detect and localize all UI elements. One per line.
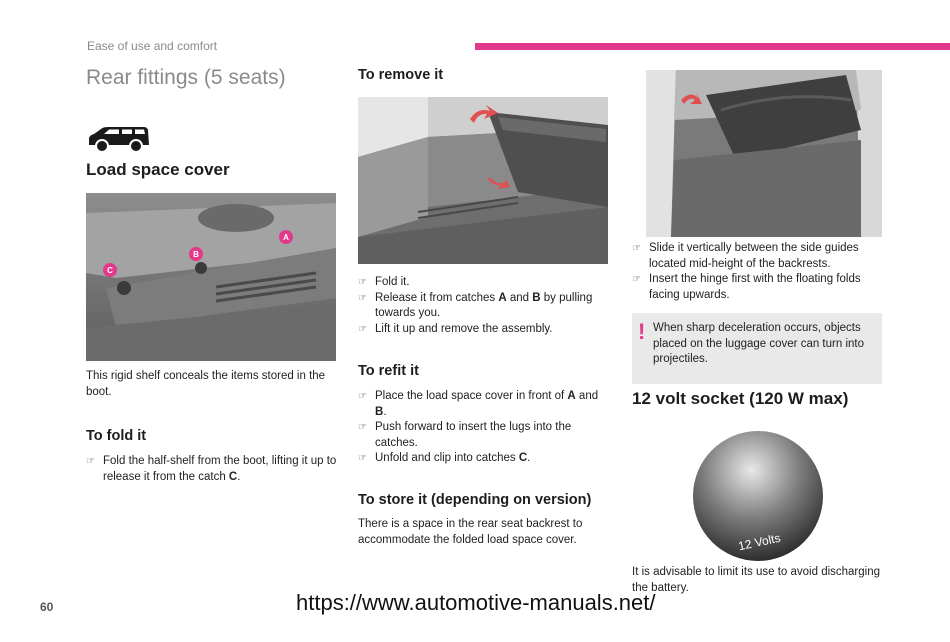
pointing-hand-icon: ☞ bbox=[358, 277, 367, 288]
list-item: ☞ Unfold and clip into catches C. bbox=[358, 451, 610, 467]
catch-b-label: B bbox=[193, 250, 199, 259]
pointing-hand-icon: ☞ bbox=[358, 323, 367, 335]
guide-steps bbox=[632, 241, 882, 303]
refit-heading: To refit it bbox=[358, 363, 419, 379]
store-cover-photo bbox=[646, 70, 882, 237]
fold-steps bbox=[86, 454, 338, 485]
list-item: ☞ Release it from catches A and B by pulling towards you. bbox=[358, 291, 593, 319]
list-item: ☞ Place the load space cover in front of A and B. bbox=[358, 390, 599, 418]
car-side-icon bbox=[86, 123, 150, 155]
socket-heading: 12 volt socket (120 W max) bbox=[632, 389, 849, 408]
list-item: ☞ Fold it. bbox=[358, 275, 610, 291]
pointing-hand-icon: ☞ bbox=[358, 422, 367, 433]
pointing-hand-icon: ☞ bbox=[632, 243, 641, 254]
pointing-hand-icon: ☞ bbox=[358, 453, 367, 464]
list-item: ☞ Lift it up and remove the assembly. bbox=[358, 322, 610, 338]
list-item: ☞ Push forward to insert the lugs into the catches. bbox=[358, 421, 572, 449]
list-item: ☞ Fold the half-shelf from the boot, lifting it up to release it from the catch C. bbox=[86, 455, 337, 483]
pointing-hand-icon: ☞ bbox=[358, 292, 367, 304]
fold-heading: To fold it bbox=[86, 428, 147, 444]
remove-heading: To remove it bbox=[358, 67, 444, 83]
load-cover-photo bbox=[86, 193, 336, 361]
accent-bar bbox=[475, 43, 950, 50]
pointing-hand-icon: ☞ bbox=[358, 391, 367, 402]
socket-label: 12 Volts bbox=[737, 530, 782, 554]
pointing-hand-icon: ☞ bbox=[632, 274, 641, 285]
remove-cover-photo bbox=[358, 97, 608, 264]
warning-text: When sharp deceleration occurs, objects placed on the luggage cover can turn into projectiles. bbox=[653, 322, 864, 365]
list-item: ☞ Insert the hinge first with the floating folds facing upwards. bbox=[632, 273, 861, 301]
page-number: 60 bbox=[40, 600, 54, 614]
section-label: Ease of use and comfort bbox=[87, 39, 218, 53]
pointing-hand-icon: ☞ bbox=[86, 456, 95, 467]
store-text: There is a space in the rear seat backrest to accommodate the folded load space cover. bbox=[358, 518, 583, 546]
catch-a-label: A bbox=[283, 233, 289, 242]
page-title: Rear fittings (5 seats) bbox=[86, 66, 286, 89]
store-heading: To store it (depending on version) bbox=[358, 492, 592, 508]
socket-text: It is advisable to limit its use to avoid discharging the battery. bbox=[632, 566, 881, 594]
exclamation-icon: ! bbox=[638, 319, 646, 344]
load-cover-heading: Load space cover bbox=[86, 160, 230, 179]
remove-steps bbox=[358, 275, 610, 337]
catch-c-label: C bbox=[107, 266, 113, 275]
refit-steps bbox=[358, 389, 610, 467]
intro-text: This rigid shelf conceals the items stored in the boot. bbox=[86, 370, 326, 398]
warning-box bbox=[632, 313, 882, 384]
watermark-link[interactable]: https://www.automotive-manuals.net/ bbox=[296, 590, 656, 615]
list-item: ☞ Slide it vertically between the side guides located mid-height of the backrests. bbox=[632, 242, 859, 270]
